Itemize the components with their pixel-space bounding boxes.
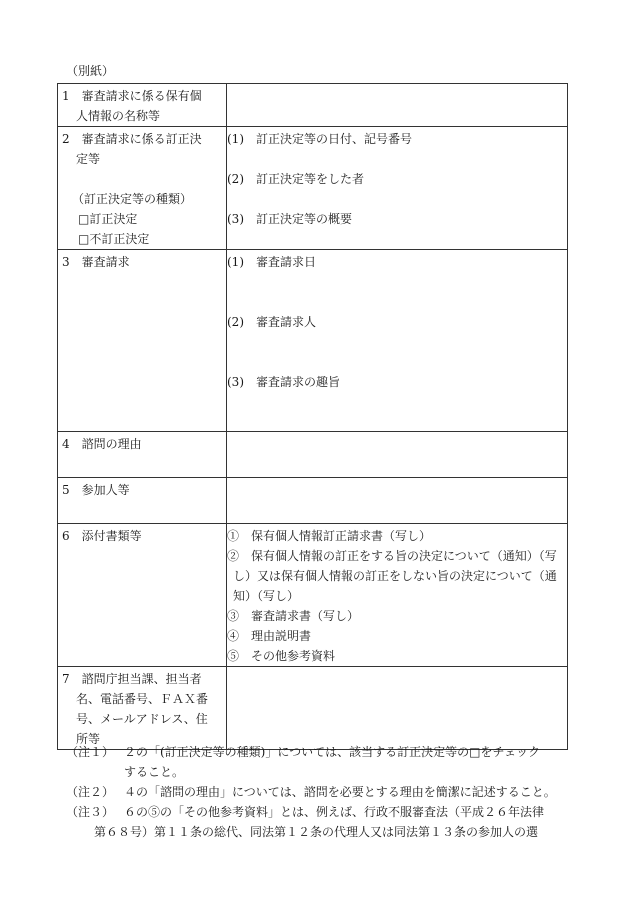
- value-cell-3: [227, 250, 568, 432]
- row7-label-line2: 名、電話番号、ＦＡＸ番: [76, 692, 209, 706]
- label-cell-3: [58, 250, 227, 432]
- row2-item-2: (2) 訂正決定等をした者: [227, 172, 364, 186]
- checkbox-non-correction-decision[interactable]: □不訂正決定: [78, 232, 150, 246]
- row-4: [58, 432, 568, 478]
- note-1-cont: すること。: [124, 765, 185, 779]
- value-cell-5[interactable]: [227, 478, 568, 524]
- note-1-label: （注１）: [66, 745, 115, 759]
- row-2: [58, 127, 568, 250]
- row-5: [58, 478, 568, 524]
- note-2-text: ４の「諮問の理由」については、諮問を必要とする理由を簡潔に記述すること。: [124, 785, 556, 799]
- row-6: [58, 524, 568, 667]
- row2-label-line1: 2 審査請求に係る訂正決: [62, 132, 202, 146]
- row3-item-1: (1) 審査請求日: [227, 255, 316, 269]
- row1-label-line1: 1 審査請求に係る保有個: [62, 89, 202, 103]
- note-3-label: （注３）: [66, 805, 115, 819]
- attachment-item-5: ⑤ その他参考資料: [227, 649, 336, 663]
- note-2-label: （注２）: [66, 785, 115, 799]
- value-cell-7[interactable]: [227, 667, 568, 750]
- note-3-cont: 第６８号）第１１条の総代、同法第１２条の代理人又は同法第１３条の参加人の選: [94, 825, 539, 839]
- label-cell-6: [58, 524, 227, 667]
- row3-item-3: (3) 審査請求の趣旨: [227, 375, 340, 389]
- correction-type-title: （訂正決定等の種類）: [72, 192, 193, 206]
- note-2: [66, 782, 576, 802]
- value-cell-4[interactable]: [227, 432, 568, 478]
- label-cell-4: [58, 432, 227, 478]
- row7-label-line4: 所等: [76, 732, 101, 746]
- row6-label: 6 添付書類等: [62, 529, 142, 543]
- value-cell-1[interactable]: [227, 84, 568, 127]
- row7-label-line3: 号、メールアドレス、住: [76, 712, 208, 726]
- label-cell-2: [58, 127, 227, 250]
- note-3-text: ６の⑤の「その他参考資料」とは、例えば、行政不服審査法（平成２６年法律: [124, 805, 545, 819]
- checkbox-correction-decision[interactable]: □訂正決定: [78, 212, 138, 226]
- row7-label-line1: 7 諮問庁担当課、担当者: [62, 672, 202, 686]
- row-1: [58, 84, 568, 127]
- label-cell-7: [58, 667, 227, 750]
- note-1: [66, 742, 576, 762]
- note-3: [66, 802, 576, 822]
- row1-label-line2: 人情報の名称等: [76, 109, 161, 123]
- attachment-item-2: ② 保有個人情報の訂正をする旨の決定について（通知）（写: [227, 549, 557, 563]
- row4-label: 4 諮問の理由: [62, 437, 142, 451]
- attachment-item-3: ③ 審査請求書（写し）: [227, 609, 360, 623]
- attachment-item-2-cont1: し）又は保有個人情報の訂正をしない旨の決定について（通: [233, 569, 557, 583]
- attachment-item-4: ④ 理由説明書: [227, 629, 312, 643]
- note-1-text: ２の「(訂正決定等の種類)」については、該当する訂正決定等の□をチェック: [124, 745, 541, 759]
- notes-section: [66, 742, 576, 842]
- attachment-item-1: ① 保有個人情報訂正請求書（写し）: [227, 529, 432, 543]
- label-cell-1: [58, 84, 227, 127]
- row2-item-1: (1) 訂正決定等の日付、記号番号: [227, 132, 412, 146]
- value-cell-2: [227, 127, 568, 250]
- attachment-label: （別紙）: [66, 64, 115, 78]
- row2-label-line2: 定等: [76, 152, 101, 166]
- row-7: [58, 667, 568, 750]
- value-cell-6: [227, 524, 568, 667]
- row2-item-3: (3) 訂正決定等の概要: [227, 212, 352, 226]
- inquiry-form-table: [57, 83, 568, 750]
- row3-item-2: (2) 審査請求人: [227, 315, 316, 329]
- label-cell-5: [58, 478, 227, 524]
- row3-label: 3 審査請求: [62, 255, 130, 269]
- row-3: [58, 250, 568, 432]
- row5-label: 5 参加人等: [62, 483, 130, 497]
- attachment-item-2-cont2: 知）（写し）: [233, 589, 300, 603]
